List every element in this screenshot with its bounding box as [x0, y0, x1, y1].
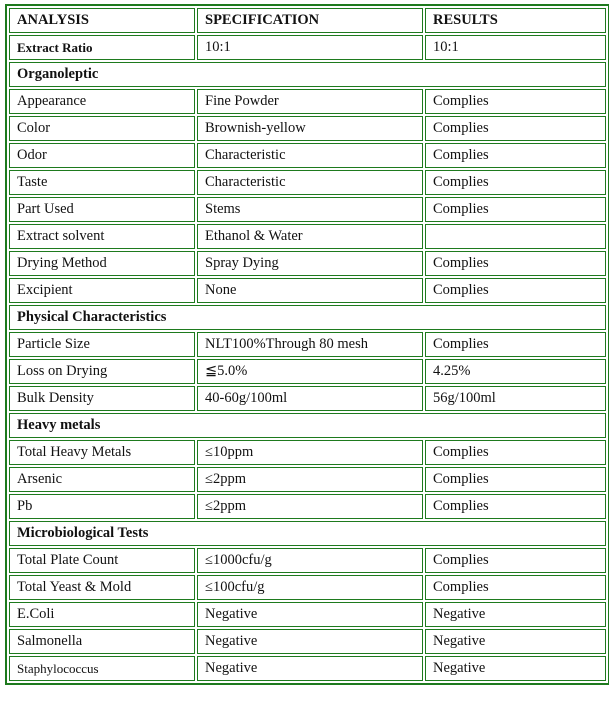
section-header-row: [9, 62, 606, 87]
result-cell: Complies: [425, 251, 606, 276]
table-row: [9, 440, 606, 465]
extract-ratio-row: [9, 35, 606, 60]
analysis-cell: Bulk Density: [9, 386, 195, 411]
specification-cell: NLT100%Through 80 mesh: [197, 332, 423, 357]
analysis-cell: Appearance: [9, 89, 195, 114]
analysis-cell: Drying Method: [9, 251, 195, 276]
result-cell: Negative: [425, 602, 606, 627]
table-row: [9, 224, 606, 249]
table-row: [9, 143, 606, 168]
analysis-cell: Color: [9, 116, 195, 141]
result-cell: Complies: [425, 332, 606, 357]
section-title: Microbiological Tests: [9, 521, 606, 546]
specification-cell: ≦5.0%: [197, 359, 423, 384]
specification-cell: Ethanol & Water: [197, 224, 423, 249]
specification-cell: ≤2ppm: [197, 467, 423, 492]
analysis-cell: Arsenic: [9, 467, 195, 492]
analysis-cell: Loss on Drying: [9, 359, 195, 384]
table-row: [9, 656, 606, 681]
specification-cell: Brownish-yellow: [197, 116, 423, 141]
specification-cell: Negative: [197, 656, 423, 681]
result-cell: Complies: [425, 278, 606, 303]
table-row: [9, 251, 606, 276]
specification-cell: ≤1000cfu/g: [197, 548, 423, 573]
analysis-cell: Staphylococcus: [9, 656, 195, 681]
specification-cell: Negative: [197, 602, 423, 627]
specification-cell: ≤10ppm: [197, 440, 423, 465]
table-row: [9, 278, 606, 303]
extract-ratio-label: Extract Ratio: [9, 35, 195, 60]
table-row: [9, 467, 606, 492]
extract-ratio-spec: 10:1: [197, 35, 423, 60]
analysis-cell: Total Plate Count: [9, 548, 195, 573]
analysis-cell: Particle Size: [9, 332, 195, 357]
analysis-cell: Odor: [9, 143, 195, 168]
specification-cell: Stems: [197, 197, 423, 222]
table-row: [9, 386, 606, 411]
specification-cell: None: [197, 278, 423, 303]
result-cell: Complies: [425, 467, 606, 492]
result-cell: Negative: [425, 656, 606, 681]
result-cell: Negative: [425, 629, 606, 654]
table-row: [9, 602, 606, 627]
result-cell: Complies: [425, 170, 606, 195]
analysis-cell: Excipient: [9, 278, 195, 303]
header-results: RESULTS: [425, 8, 606, 33]
analysis-cell: Salmonella: [9, 629, 195, 654]
result-cell: Complies: [425, 116, 606, 141]
analysis-cell: Extract solvent: [9, 224, 195, 249]
table-row: [9, 359, 606, 384]
section-title: Heavy metals: [9, 413, 606, 438]
section-header-row: [9, 305, 606, 330]
specification-cell: Fine Powder: [197, 89, 423, 114]
specification-cell: 40-60g/100ml: [197, 386, 423, 411]
analysis-cell: Total Yeast & Mold: [9, 575, 195, 600]
table-row: [9, 170, 606, 195]
specification-cell: ≤2ppm: [197, 494, 423, 519]
section-header-row: [9, 521, 606, 546]
result-cell: Complies: [425, 494, 606, 519]
result-cell: Complies: [425, 575, 606, 600]
table-row: [9, 629, 606, 654]
specification-cell: Spray Dying: [197, 251, 423, 276]
header-analysis: ANALYSIS: [9, 8, 195, 33]
analysis-table: [5, 4, 609, 685]
result-cell: 56g/100ml: [425, 386, 606, 411]
result-cell: Complies: [425, 89, 606, 114]
table-row: [9, 89, 606, 114]
specification-cell: Characteristic: [197, 170, 423, 195]
header-specification: SPECIFICATION: [197, 8, 423, 33]
section-header-row: [9, 413, 606, 438]
analysis-cell: Part Used: [9, 197, 195, 222]
analysis-cell: Pb: [9, 494, 195, 519]
analysis-cell: E.Coli: [9, 602, 195, 627]
table-row: [9, 494, 606, 519]
table-header-row: [9, 8, 606, 33]
specification-cell: ≤100cfu/g: [197, 575, 423, 600]
result-cell: Complies: [425, 440, 606, 465]
analysis-table-body: [9, 8, 606, 681]
table-row: [9, 548, 606, 573]
table-row: [9, 332, 606, 357]
section-title: Organoleptic: [9, 62, 606, 87]
analysis-cell: Taste: [9, 170, 195, 195]
specification-cell: Characteristic: [197, 143, 423, 168]
specification-cell: Negative: [197, 629, 423, 654]
result-cell: Complies: [425, 197, 606, 222]
section-title: Physical Characteristics: [9, 305, 606, 330]
result-cell: Complies: [425, 548, 606, 573]
analysis-cell: Total Heavy Metals: [9, 440, 195, 465]
result-cell: 4.25%: [425, 359, 606, 384]
table-row: [9, 575, 606, 600]
result-cell: [425, 224, 606, 249]
table-row: [9, 197, 606, 222]
extract-ratio-result: 10:1: [425, 35, 606, 60]
table-row: [9, 116, 606, 141]
result-cell: Complies: [425, 143, 606, 168]
